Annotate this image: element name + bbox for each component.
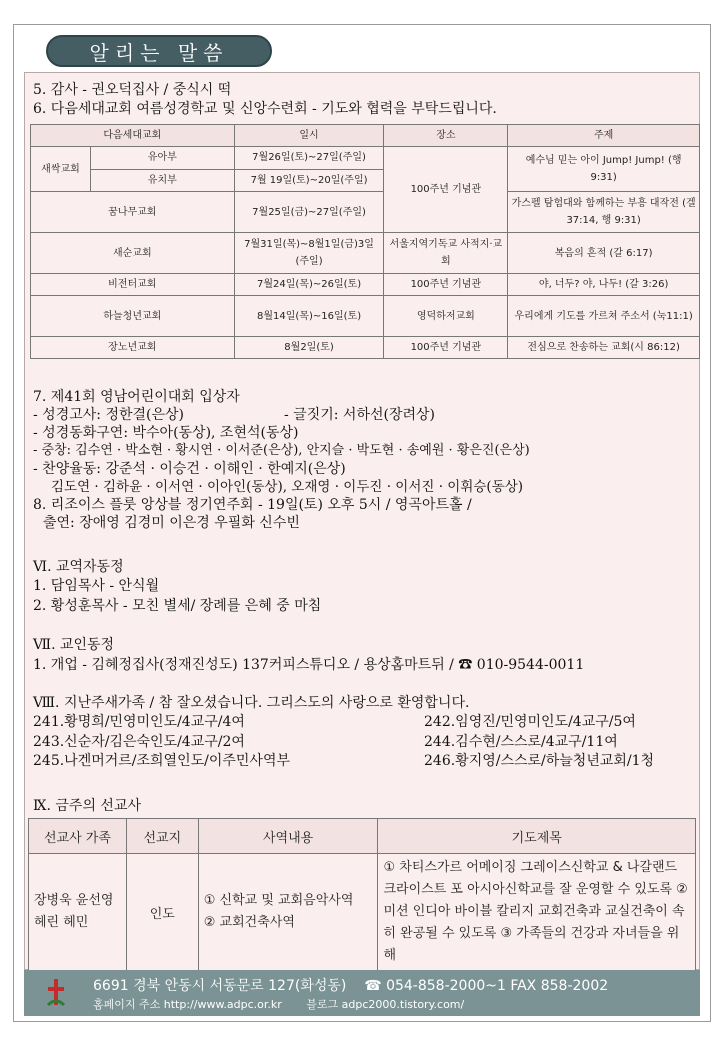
header-cell: 장소 xyxy=(384,125,508,147)
section6-line: 2. 황성훈목사 - 모친 별세/ 장례를 은혜 중 마침 xyxy=(33,598,322,614)
footer-phone: ☎ 054-858-2000~1 FAX 858-2002 xyxy=(364,978,609,994)
theme-cell: 야, 너두? 야, 나두! (갈 3:26) xyxy=(508,274,700,296)
date-cell: 7월 19일(토)~20일(주일) xyxy=(234,169,384,192)
date-cell: 7월26일(토)~27일(주일) xyxy=(234,147,384,170)
header-cell: 일시 xyxy=(234,125,384,147)
announcement-6: 6. 다음세대교회 여름성경학교 및 신앙수련회 - 기도와 협력을 부탁드립니다. xyxy=(33,101,497,117)
new-family-item: 242.임영진/민영미인도/4교구/5여 xyxy=(424,714,636,730)
section-title: 알리는 말씀 xyxy=(89,40,229,65)
table-row xyxy=(29,854,696,971)
theme-cell: 복음의 흔적 (갈 6:17) xyxy=(508,233,700,274)
footer-address: 6691 경북 안동시 서동문로 127(화성동) xyxy=(93,978,347,994)
table-row xyxy=(31,337,700,359)
section7-line: 8. 리조이스 플룻 앙상블 정기연주회 - 19일(토) 오후 5시 / 영곡아트홀 / xyxy=(33,497,472,513)
group-cell: 새싹교회 xyxy=(31,147,91,192)
header-cell: 선교지 xyxy=(126,819,198,854)
table-row xyxy=(31,274,700,296)
table-row xyxy=(31,147,700,170)
dept-cell: 꿈나무교회 xyxy=(31,192,235,233)
table-row xyxy=(31,296,700,337)
new-family-item: 243.신순자/김은숙인도/4교구/2여 xyxy=(33,734,245,750)
header-cell: 다음세대교회 xyxy=(31,125,235,147)
table-row xyxy=(31,233,700,274)
section7-line: 김도연 · 김하윤 · 이서연 · 이아인(동상), 오재영 · 이두진 · 이서진 · 이휘승(동상) xyxy=(51,479,524,495)
theme-cell: 예수님 믿는 아이 Jump! Jump! (행 9:31) xyxy=(508,147,700,192)
prayer-cell: ① 차티스가르 어메이징 그레이스신학교 & 나갈랜드 크라이스트 포 아시아신학교를 잘 운영할 수 있도록 ② 미션 인디아 바이블 칼리지 교회건축과 교실건축이 속히 완공될 수 있도록 ③ 가족들의 건강과 자녀들을 위해 xyxy=(378,854,696,971)
place-cell: 100주년 기념관 xyxy=(384,274,508,296)
dept-cell: 하늘청년교회 xyxy=(31,296,235,337)
table-row xyxy=(31,192,700,233)
date-cell: 7월31일(목)~8월1일(금)3일(주일) xyxy=(234,233,384,274)
section7-title: 7. 제41회 영남어린이대회 입상자 xyxy=(33,389,240,405)
place-cell: 100주년 기념관 xyxy=(384,337,508,359)
header-cell: 사역내용 xyxy=(198,819,378,854)
dept-cell: 장노년교회 xyxy=(31,337,235,359)
section-title-badge xyxy=(46,35,272,67)
date-cell: 8월14일(목)~16일(토) xyxy=(234,296,384,337)
announcement-5: 5. 감사 - 권오덕집사 / 중식시 떡 xyxy=(33,82,232,98)
section7-line: - 중창: 김수연 · 박소현 · 황시연 · 이서준(은상), 안지슬 · 박도현 · 송예원 · 황은진(은상) xyxy=(33,443,530,458)
header-cell: 선교사 가족 xyxy=(29,819,127,854)
table-header-row xyxy=(29,819,696,854)
section7-line: - 찬양율동: 강준석 · 이승건 · 이해인 · 한예지(은상) xyxy=(33,461,346,477)
section7-line: - 글짓기: 서하선(장려상) xyxy=(284,407,435,423)
missionary-family-cell: 장병욱 윤선영 헤린 헤민 xyxy=(29,854,127,971)
new-family-item: 245.나겐머거르/조희열인도/이주민사역부 xyxy=(33,753,290,769)
mission-field-cell: 인도 xyxy=(126,854,198,971)
header-cell: 주제 xyxy=(508,125,700,147)
section7-line: 출연: 장애영 김경미 이은경 우필화 신수빈 xyxy=(43,515,300,531)
theme-cell: 전심으로 찬송하는 교회(시 86:12) xyxy=(508,337,700,359)
dept-cell: 비전터교회 xyxy=(31,274,235,296)
dept-cell: 유아부 xyxy=(90,147,234,170)
ministry-cell xyxy=(198,854,378,971)
date-cell: 8월2일(토) xyxy=(234,337,384,359)
section-ix-title: Ⅸ. 금주의 선교사 xyxy=(33,798,142,814)
section6-title: Ⅵ. 교역자동정 xyxy=(33,559,124,575)
church-logo-icon xyxy=(46,977,66,1009)
missionary-table xyxy=(28,818,696,971)
footer-blog: 블로그 adpc2000.tistory.com/ xyxy=(306,998,465,1011)
date-cell: 7월25일(금)~27일(주일) xyxy=(234,192,384,233)
new-family-item: 244.김수현/스스로/4교구/11여 xyxy=(424,734,618,750)
section-viii-title: Ⅷ. 지난주새가족 / 참 잘오셨습니다. 그리스도의 사랑으로 환영합니다. xyxy=(33,695,470,711)
footer-bar xyxy=(24,970,700,1016)
section6-line: 1. 담임목사 - 안식월 xyxy=(33,578,160,594)
place-cell: 영덕하저교회 xyxy=(384,296,508,337)
header-cell: 기도제목 xyxy=(378,819,696,854)
new-family-item: 241.황명희/민영미인도/4교구/4여 xyxy=(33,714,245,730)
footer-web-line xyxy=(93,996,464,1012)
section7-line: - 성경고사: 정한결(은상) xyxy=(33,407,184,423)
date-cell: 7월24일(목)~26일(토) xyxy=(234,274,384,296)
ministry-item: ② 교회건축사역 xyxy=(203,915,295,930)
section-vii-line: 1. 개업 - 김혜정집사(정재진성도) 137커피스튜디오 / 용상홈마트뒤 / ☎ 010-9544-0011 xyxy=(33,657,585,673)
section7-line: - 성경동화구연: 박수아(동상), 조현석(동상) xyxy=(33,425,299,441)
new-family-item: 246.황지영/스스로/하늘청년교회/1청 xyxy=(424,753,655,769)
footer-address-line xyxy=(93,975,608,995)
dept-cell: 유치부 xyxy=(90,169,234,192)
theme-cell: 우리에게 기도를 가르쳐 주소서 (눅11:1) xyxy=(508,296,700,337)
dept-cell: 새순교회 xyxy=(31,233,235,274)
table-header-row xyxy=(31,125,700,147)
theme-cell: 가스펠 탐험대와 함께하는 부흥 대작전 (겔 37:14, 행 9:31) xyxy=(508,192,700,233)
place-cell: 서울지역기독교 사적지·교회 xyxy=(384,233,508,274)
footer-homepage: 홈페이지 주소 http://www.adpc.or.kr xyxy=(93,998,282,1011)
schedule-table xyxy=(30,124,700,359)
place-cell: 100주년 기념관 xyxy=(384,147,508,233)
section-vii-title: Ⅶ. 교인동정 xyxy=(33,637,115,653)
ministry-item: ① 신학교 및 교회음악사역 xyxy=(203,893,354,908)
